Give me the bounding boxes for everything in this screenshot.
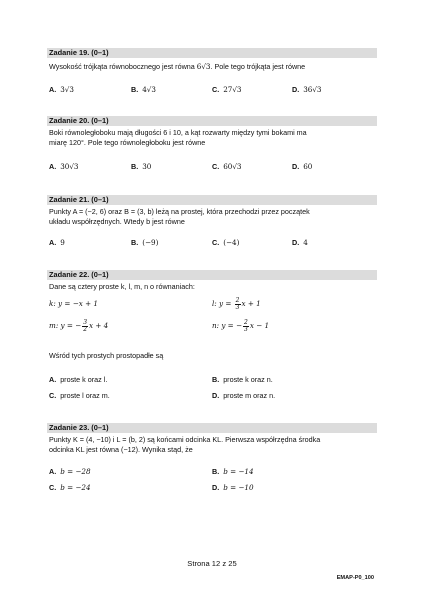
option-letter: D. xyxy=(212,391,220,400)
option-letter: C. xyxy=(49,391,57,400)
option-letter: D. xyxy=(292,85,300,94)
task-22-equation-m xyxy=(49,318,108,334)
task-19-header: Zadanie 19. (0–1) xyxy=(47,48,377,58)
task-22-option-a[interactable] xyxy=(49,375,107,385)
option-value: b = −10 xyxy=(223,483,254,492)
option-letter: D. xyxy=(292,238,300,247)
option-value: 60 xyxy=(303,162,313,171)
option-value: proste k oraz l. xyxy=(60,375,108,384)
fraction-numerator: 2 xyxy=(235,296,240,304)
task-21-line-2: układu współrzędnych. Wtedy b jest równe xyxy=(49,217,185,226)
task-22-equation-n xyxy=(212,318,269,334)
equation-part: x + 4 xyxy=(89,321,109,330)
option-letter: B. xyxy=(212,467,220,476)
option-letter: C. xyxy=(212,162,220,171)
task-20-line-2: miarę 120°. Pole tego równoległoboku jest równe xyxy=(49,138,206,147)
exam-code: EMAP-P0_100 xyxy=(336,575,374,581)
task-21-header: Zadanie 21. (0–1) xyxy=(47,195,377,205)
task-23-header: Zadanie 23. (0–1) xyxy=(47,423,377,433)
option-letter: A. xyxy=(49,467,57,476)
equation-part: n: y = − xyxy=(212,321,243,330)
task-22-question: Wśród tych prostych prostopadłe są xyxy=(49,351,164,360)
option-value: 60√3 xyxy=(223,162,242,171)
task-20-option-b[interactable] xyxy=(131,162,151,172)
task-22-option-c[interactable] xyxy=(49,391,110,401)
option-letter: C. xyxy=(212,85,220,94)
equation-part: m: y = − xyxy=(49,321,82,330)
task-20-option-a[interactable] xyxy=(49,162,79,172)
task-20-option-c[interactable] xyxy=(212,162,242,172)
option-letter: B. xyxy=(212,375,220,384)
fraction-denominator: 2 xyxy=(83,325,88,333)
task-19-value: 6√3 xyxy=(196,62,211,71)
option-value: 30√3 xyxy=(60,162,79,171)
task-21-line-1: Punkty A = (−2, 6) oraz B = (3, b) leżą na prostej, która przechodzi przez początek xyxy=(49,207,310,216)
option-value: 9 xyxy=(60,238,65,247)
equation-part: x − 1 xyxy=(249,321,270,330)
option-letter: A. xyxy=(49,375,57,384)
option-letter: A. xyxy=(49,238,57,247)
option-value: 27√3 xyxy=(223,85,242,94)
task-22-equation-k: k: y = −x + 1 xyxy=(49,299,98,308)
task-20-header: Zadanie 20. (0–1) xyxy=(47,116,377,126)
option-letter: B. xyxy=(131,238,139,247)
task-22-option-b[interactable] xyxy=(212,375,273,385)
option-value: (−4) xyxy=(223,238,240,247)
option-letter: D. xyxy=(212,483,220,492)
task-22-option-d[interactable] xyxy=(212,391,275,401)
equation-part: l: y = xyxy=(212,299,234,308)
option-value: 30 xyxy=(142,162,152,171)
option-letter: C. xyxy=(49,483,57,492)
option-letter: A. xyxy=(49,85,57,94)
option-letter: B. xyxy=(131,162,139,171)
task-23-line-1: Punkty K = (4, −10) i L = (b, 2) są końcami odcinka KL. Pierwsza współrzędna środka xyxy=(49,435,321,444)
option-letter: B. xyxy=(131,85,139,94)
fraction-denominator: 3 xyxy=(235,303,240,311)
task-21-option-c[interactable] xyxy=(212,238,239,248)
option-value: proste m oraz n. xyxy=(223,391,276,400)
task-19-option-d[interactable] xyxy=(292,85,322,95)
option-value: 4 xyxy=(303,238,308,247)
option-value: proste l oraz m. xyxy=(60,391,110,400)
task-22-intro: Dane są cztery proste k, l, m, n o równaniach: xyxy=(49,282,195,291)
option-value: 3√3 xyxy=(60,85,74,94)
page-number: Strona 12 z 25 xyxy=(187,559,237,568)
task-23-option-d[interactable] xyxy=(212,483,254,493)
task-19-text: Wysokość trójkąta równobocznego jest równa xyxy=(49,62,197,71)
option-value: (−9) xyxy=(142,238,159,247)
option-value: b = −14 xyxy=(223,467,254,476)
task-22-equation-l xyxy=(212,296,261,312)
task-20-line-1: Boki równoległoboku mają długości 6 i 10, a kąt rozwarty między tymi bokami ma xyxy=(49,128,307,137)
task-19-option-a[interactable] xyxy=(49,85,74,95)
task-19-question xyxy=(49,62,305,72)
option-value: 4√3 xyxy=(142,85,156,94)
option-value: proste k oraz n. xyxy=(223,375,273,384)
option-value: b = −28 xyxy=(60,467,91,476)
option-value: 36√3 xyxy=(303,85,322,94)
task-21-option-a[interactable] xyxy=(49,238,65,248)
task-22-header: Zadanie 22. (0–1) xyxy=(47,270,377,280)
task-21-option-b[interactable] xyxy=(131,238,158,248)
task-23-option-b[interactable] xyxy=(212,467,254,477)
fraction-numerator: 2 xyxy=(244,318,248,326)
task-19-text-end: . Pole tego trójkąta jest równe xyxy=(210,62,306,71)
task-23-option-a[interactable] xyxy=(49,467,91,477)
task-21-option-d[interactable] xyxy=(292,238,308,248)
option-letter: C. xyxy=(212,238,220,247)
task-19-option-c[interactable] xyxy=(212,85,242,95)
task-23-option-c[interactable] xyxy=(49,483,91,493)
task-20-option-d[interactable] xyxy=(292,162,312,172)
task-23-line-2: odcinka KL jest równa (−12). Wynika stąd, że xyxy=(49,445,193,454)
task-19-option-b[interactable] xyxy=(131,85,156,95)
option-value: b = −24 xyxy=(60,483,91,492)
equation-part: x + 1 xyxy=(241,299,261,308)
fraction-numerator: 3 xyxy=(83,318,88,326)
option-letter: D. xyxy=(292,162,300,171)
fraction-denominator: 3 xyxy=(244,325,248,333)
option-letter: A. xyxy=(49,162,57,171)
